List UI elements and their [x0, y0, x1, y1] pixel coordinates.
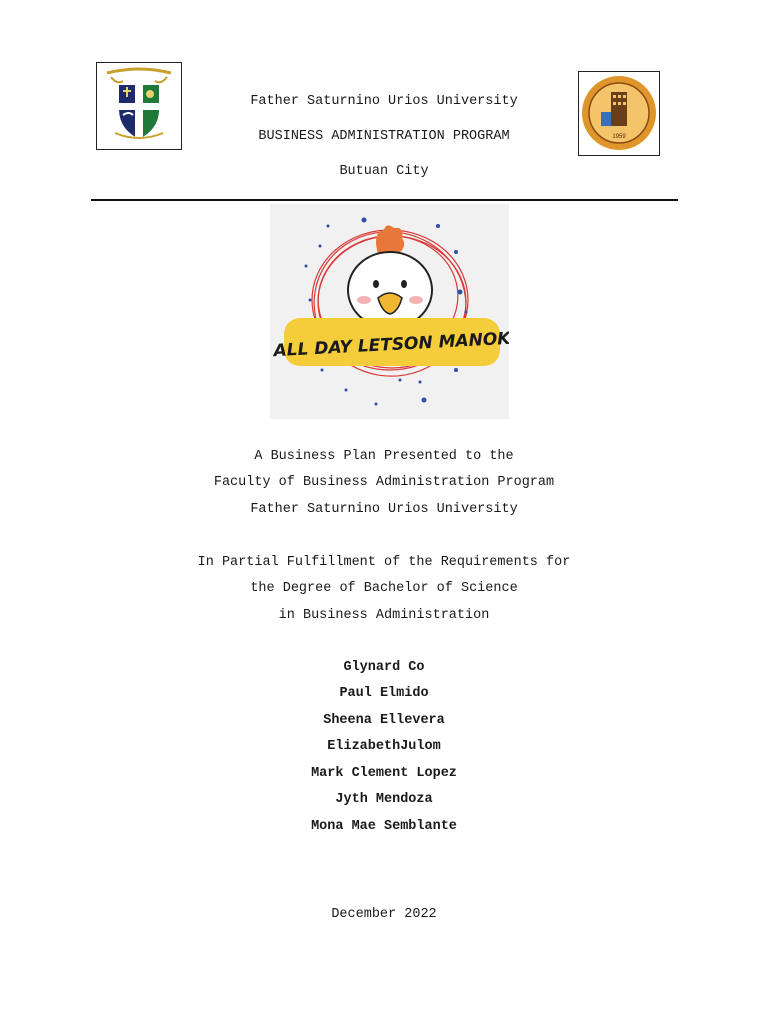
program-name: BUSINESS ADMINISTRATION PROGRAM [258, 129, 510, 144]
university-name: Father Saturnino Urios University [250, 94, 518, 109]
city-name: Butuan City [339, 164, 429, 179]
fulfillment-line-1: In Partial Fulfillment of the Requirements for [197, 555, 571, 570]
presentation-line-3: Father Saturnino Urios University [250, 502, 518, 517]
author-name: Glynard Co [343, 660, 425, 675]
author-name: Mona Mae Semblante [311, 819, 457, 834]
author-name: Paul Elmido [339, 686, 429, 701]
chicken-mascot-icon [270, 204, 509, 419]
submission-date: December 2022 [331, 907, 437, 922]
presentation-line-1: A Business Plan Presented to the [254, 449, 514, 464]
author-name: Mark Clement Lopez [311, 766, 457, 781]
header-divider [91, 199, 678, 201]
author-name: Jyth Mendoza [335, 792, 433, 807]
author-name: Sheena Ellevera [323, 713, 445, 728]
program-seal-logo [578, 71, 660, 156]
author-name: ElizabethJulom [327, 739, 441, 754]
fulfillment-line-2: the Degree of Bachelor of Science [250, 581, 518, 596]
fulfillment-line-3: in Business Administration [278, 608, 490, 623]
seal-year: 1959 [612, 134, 626, 140]
program-seal-icon [579, 72, 659, 155]
brand-logo-image [270, 204, 509, 419]
presentation-line-2: Faculty of Business Administration Program [213, 475, 555, 490]
brand-name: ALL DAY LETSON MANOK [273, 328, 509, 362]
